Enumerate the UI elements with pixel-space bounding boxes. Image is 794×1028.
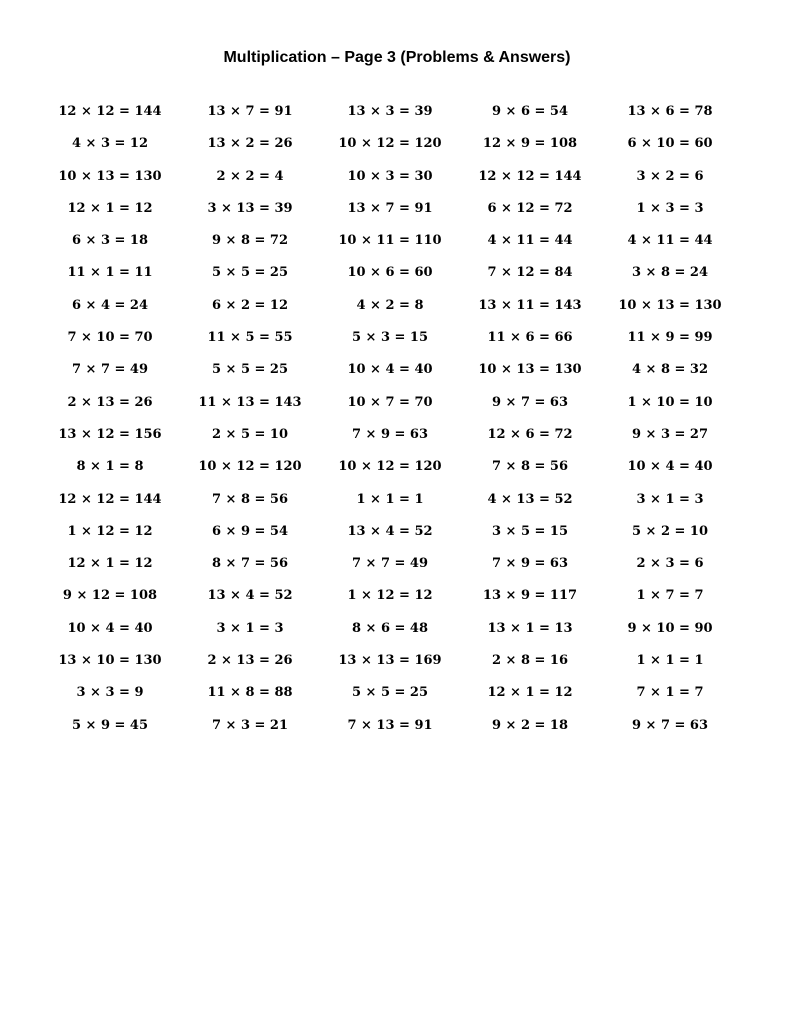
problem-cell: 13 × 9 = 117 bbox=[482, 588, 578, 604]
problem-cell: 6 × 3 = 18 bbox=[71, 233, 149, 249]
problem-cell: 1 × 1 = 1 bbox=[356, 491, 424, 507]
problem-cell: 7 × 7 = 49 bbox=[71, 362, 149, 378]
problem-cell: 8 × 7 = 56 bbox=[211, 556, 289, 572]
problem-cell: 3 × 1 = 3 bbox=[636, 491, 704, 507]
problem-cell: 13 × 7 = 91 bbox=[207, 104, 293, 119]
problem-cell: 9 × 2 = 18 bbox=[491, 717, 569, 733]
problem-cell: 2 × 2 = 4 bbox=[216, 168, 284, 184]
problem-cell: 10 × 13 = 130 bbox=[478, 362, 582, 378]
problem-cell: 12 × 1 = 12 bbox=[67, 556, 153, 572]
problem-cell: 13 × 1 = 13 bbox=[487, 620, 573, 636]
problem-cell: 1 × 12 = 12 bbox=[67, 523, 153, 539]
problem-cell: 2 × 5 = 10 bbox=[211, 426, 289, 442]
problem-cell: 5 × 5 = 25 bbox=[211, 362, 289, 378]
problem-cell: 10 × 4 = 40 bbox=[627, 459, 713, 475]
problem-cell: 12 × 9 = 108 bbox=[482, 136, 578, 152]
problem-cell: 1 × 10 = 10 bbox=[627, 394, 713, 410]
problem-cell: 10 × 12 = 120 bbox=[338, 136, 442, 152]
problem-cell: 2 × 13 = 26 bbox=[207, 653, 293, 669]
problem-cell: 7 × 7 = 49 bbox=[351, 556, 429, 572]
problem-cell: 5 × 3 = 15 bbox=[351, 330, 429, 346]
problem-cell: 2 × 3 = 6 bbox=[636, 556, 704, 572]
problem-cell: 13 × 4 = 52 bbox=[207, 588, 293, 604]
problem-cell: 5 × 9 = 45 bbox=[71, 717, 149, 733]
problem-cell: 12 × 1 = 12 bbox=[67, 200, 153, 216]
problem-cell: 7 × 3 = 21 bbox=[211, 717, 289, 733]
problem-cell: 11 × 13 = 143 bbox=[198, 394, 302, 410]
problem-cell: 11 × 9 = 99 bbox=[627, 330, 713, 346]
problem-cell: 13 × 11 = 143 bbox=[478, 297, 582, 313]
problem-cell: 13 × 13 = 169 bbox=[338, 653, 442, 669]
problem-cell: 13 × 7 = 91 bbox=[347, 200, 433, 216]
problem-cell: 12 × 12 = 144 bbox=[58, 104, 162, 119]
problem-cell: 1 × 3 = 3 bbox=[636, 200, 704, 216]
problem-cell: 13 × 3 = 39 bbox=[347, 104, 433, 119]
problem-cell: 10 × 6 = 60 bbox=[347, 265, 433, 281]
problem-cell: 10 × 7 = 70 bbox=[347, 394, 433, 410]
problem-cell: 6 × 10 = 60 bbox=[627, 136, 713, 152]
problem-cell: 8 × 1 = 8 bbox=[76, 459, 144, 475]
problem-cell: 1 × 7 = 7 bbox=[636, 588, 704, 604]
problem-cell: 5 × 2 = 10 bbox=[631, 523, 709, 539]
problem-cell: 10 × 3 = 30 bbox=[347, 168, 433, 184]
problem-cell: 4 × 11 = 44 bbox=[487, 233, 573, 249]
problem-cell: 3 × 5 = 15 bbox=[491, 523, 569, 539]
problem-cell: 3 × 13 = 39 bbox=[207, 200, 293, 216]
problem-cell: 7 × 13 = 91 bbox=[347, 717, 433, 733]
problem-cell: 13 × 10 = 130 bbox=[58, 653, 162, 669]
problem-cell: 11 × 6 = 66 bbox=[487, 330, 573, 346]
problem-cell: 1 × 1 = 1 bbox=[636, 653, 704, 669]
problem-cell: 7 × 1 = 7 bbox=[636, 685, 704, 701]
problem-cell: 3 × 8 = 24 bbox=[631, 265, 709, 281]
page-title: Multiplication – Page 3 (Problems & Answers) bbox=[223, 49, 571, 66]
problem-cell: 12 × 6 = 72 bbox=[487, 426, 573, 442]
problem-cell: 6 × 9 = 54 bbox=[211, 523, 289, 539]
problem-cell: 7 × 9 = 63 bbox=[491, 556, 569, 572]
problem-cell: 1 × 12 = 12 bbox=[347, 588, 433, 604]
problem-cell: 5 × 5 = 25 bbox=[211, 265, 289, 281]
problem-cell: 3 × 3 = 9 bbox=[76, 685, 144, 701]
problem-cell: 6 × 12 = 72 bbox=[487, 200, 573, 216]
problem-cell: 4 × 8 = 32 bbox=[631, 362, 709, 378]
problem-cell: 9 × 7 = 63 bbox=[631, 717, 709, 733]
problem-cell: 10 × 13 = 130 bbox=[58, 168, 162, 184]
problem-cell: 12 × 12 = 144 bbox=[478, 168, 582, 184]
problem-cell: 9 × 3 = 27 bbox=[631, 426, 709, 442]
problem-cell: 3 × 2 = 6 bbox=[636, 168, 704, 184]
problem-cell: 13 × 6 = 78 bbox=[627, 104, 713, 119]
problem-cell: 4 × 2 = 8 bbox=[356, 297, 424, 313]
problem-cell: 13 × 2 = 26 bbox=[207, 136, 293, 152]
problem-cell: 13 × 12 = 156 bbox=[58, 426, 162, 442]
problem-cell: 3 × 1 = 3 bbox=[216, 620, 284, 636]
problem-cell: 9 × 8 = 72 bbox=[211, 233, 289, 249]
problem-cell: 8 × 6 = 48 bbox=[351, 620, 429, 636]
problem-cell: 11 × 8 = 88 bbox=[207, 685, 293, 701]
problem-cell: 10 × 12 = 120 bbox=[198, 459, 302, 475]
problem-cell: 11 × 1 = 11 bbox=[67, 265, 153, 281]
problem-cell: 2 × 13 = 26 bbox=[67, 394, 153, 410]
problem-cell: 2 × 8 = 16 bbox=[491, 653, 569, 669]
problem-cell: 10 × 12 = 120 bbox=[338, 459, 442, 475]
problem-cell: 12 × 1 = 12 bbox=[487, 685, 573, 701]
problem-cell: 10 × 11 = 110 bbox=[338, 233, 442, 249]
problem-cell: 7 × 8 = 56 bbox=[211, 491, 289, 507]
problem-cell: 12 × 12 = 144 bbox=[58, 491, 162, 507]
problem-cell: 6 × 2 = 12 bbox=[211, 297, 289, 313]
problem-cell: 5 × 5 = 25 bbox=[351, 685, 429, 701]
problem-cell: 7 × 9 = 63 bbox=[351, 426, 429, 442]
problem-cell: 7 × 10 = 70 bbox=[67, 330, 153, 346]
problem-cell: 6 × 4 = 24 bbox=[71, 297, 149, 313]
problem-cell: 7 × 12 = 84 bbox=[487, 265, 573, 281]
problem-cell: 9 × 12 = 108 bbox=[62, 588, 158, 604]
problem-cell: 9 × 10 = 90 bbox=[627, 620, 713, 636]
problem-cell: 4 × 13 = 52 bbox=[487, 491, 573, 507]
problem-cell: 11 × 5 = 55 bbox=[207, 330, 293, 346]
problem-cell: 10 × 13 = 130 bbox=[618, 297, 722, 313]
problem-cell: 10 × 4 = 40 bbox=[67, 620, 153, 636]
problem-cell: 4 × 11 = 44 bbox=[627, 233, 713, 249]
problem-grid bbox=[40, 101, 740, 747]
problem-cell: 13 × 4 = 52 bbox=[347, 523, 433, 539]
problem-cell: 7 × 8 = 56 bbox=[491, 459, 569, 475]
problem-cell: 9 × 6 = 54 bbox=[491, 104, 569, 119]
problem-cell: 10 × 4 = 40 bbox=[347, 362, 433, 378]
problem-cell: 4 × 3 = 12 bbox=[71, 136, 149, 152]
problem-cell: 9 × 7 = 63 bbox=[491, 394, 569, 410]
